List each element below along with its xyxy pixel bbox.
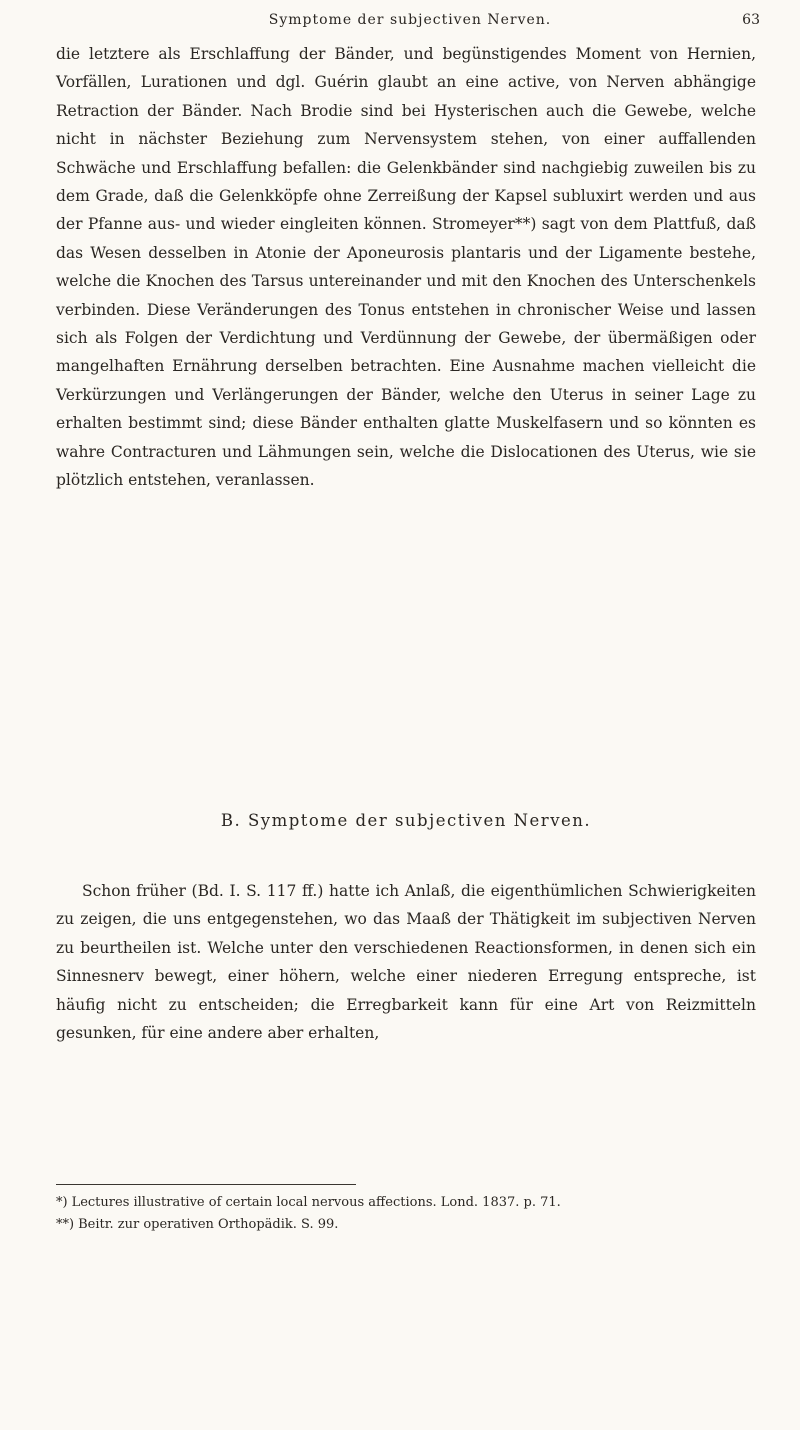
body-text xyxy=(56,40,756,495)
footnote-text: Lectures illustrative of certain local nervous affections. Lond. 1837. p. 71. xyxy=(71,1195,561,1210)
page-header xyxy=(60,12,760,36)
footnotes xyxy=(56,1192,756,1236)
running-head: Symptome der subjectiven Nerven. xyxy=(268,12,552,28)
footnote-text: Beitr. zur operativen Orthopädik. S. 99. xyxy=(78,1217,339,1232)
section-paragraph: Schon früher (Bd. I. S. 117 ff.) hatte ich Anlaß, die eigenthümlichen Schwierigkeiten zu zeigen, die uns entgegenstehen, wo das Maaß der Thätigkeit im subjectiven Nerven zu beurtheilen ist. Welche unter den verschiedenen Reactionsformen, in denen sich ein Sinnesnerv bewegt, einer höhern, welche einer niederen Erregung entspreche, ist häufig nicht zu entscheiden; die Erregbarkeit kann für eine Art von Reizmitteln gesunken, für eine andere aber erhalten, xyxy=(56,882,756,1043)
footnote-mark: *) xyxy=(56,1195,68,1210)
section-heading: B. Symptome der subjectiven Nerven. xyxy=(220,811,592,830)
body-paragraph: die letztere als Erschlaffung der Bänder, und begünstigendes Moment von Hernien, Vorfällen, Lurationen und dgl. Guérin glaubt an eine active, von Nerven abhängige Retraction der Bänder. Nach Brodie sind bei Hysterischen auch die Gewebe, welche nicht in nächster Beziehung zum Nervensystem stehen, von einer auffallenden Schwäche und Erschlaffung befallen: die Gelenkbänder sind nachgiebig zuweilen bis zu dem Grade, daß die Gelenkköpfe ohne Zerreißung der Kapsel subluxirt werden und aus der Pfanne aus- und wieder eingleiten können. Stromeyer**) sagt von dem Plattfuß, daß das Wesen desselben in Atonie der Aponeurosis plantaris und der Ligamente bestehe, welche die Knochen des Tarsus untereinander und mit den Knochen des Unterschenkels verbinden. Diese Veränderungen des Tonus entstehen in chronischer Weise und lassen sich als Folgen der Verdichtung und Verdünnung der Gewebe, der übermäßigen oder mangelhaften Ernährung derselben betrachten. Eine Ausnahme machen vielleicht die Verkürzungen und Verlängerungen der Bänder, welche den Uterus in seiner Lage zu erhalten bestimmt sind; diese Bänder enthalten glatte Muskelfasern und so könnten es wahre Contracturen und Lähmungen sein, welche die Dislocationen des Uterus, wie sie plötzlich entstehen, veranlassen. xyxy=(56,45,756,490)
footnote xyxy=(56,1214,756,1236)
footnote-mark: **) xyxy=(56,1217,75,1232)
page-number: 63 xyxy=(742,12,760,28)
footnote-divider xyxy=(56,1184,356,1185)
footnote xyxy=(56,1192,756,1214)
